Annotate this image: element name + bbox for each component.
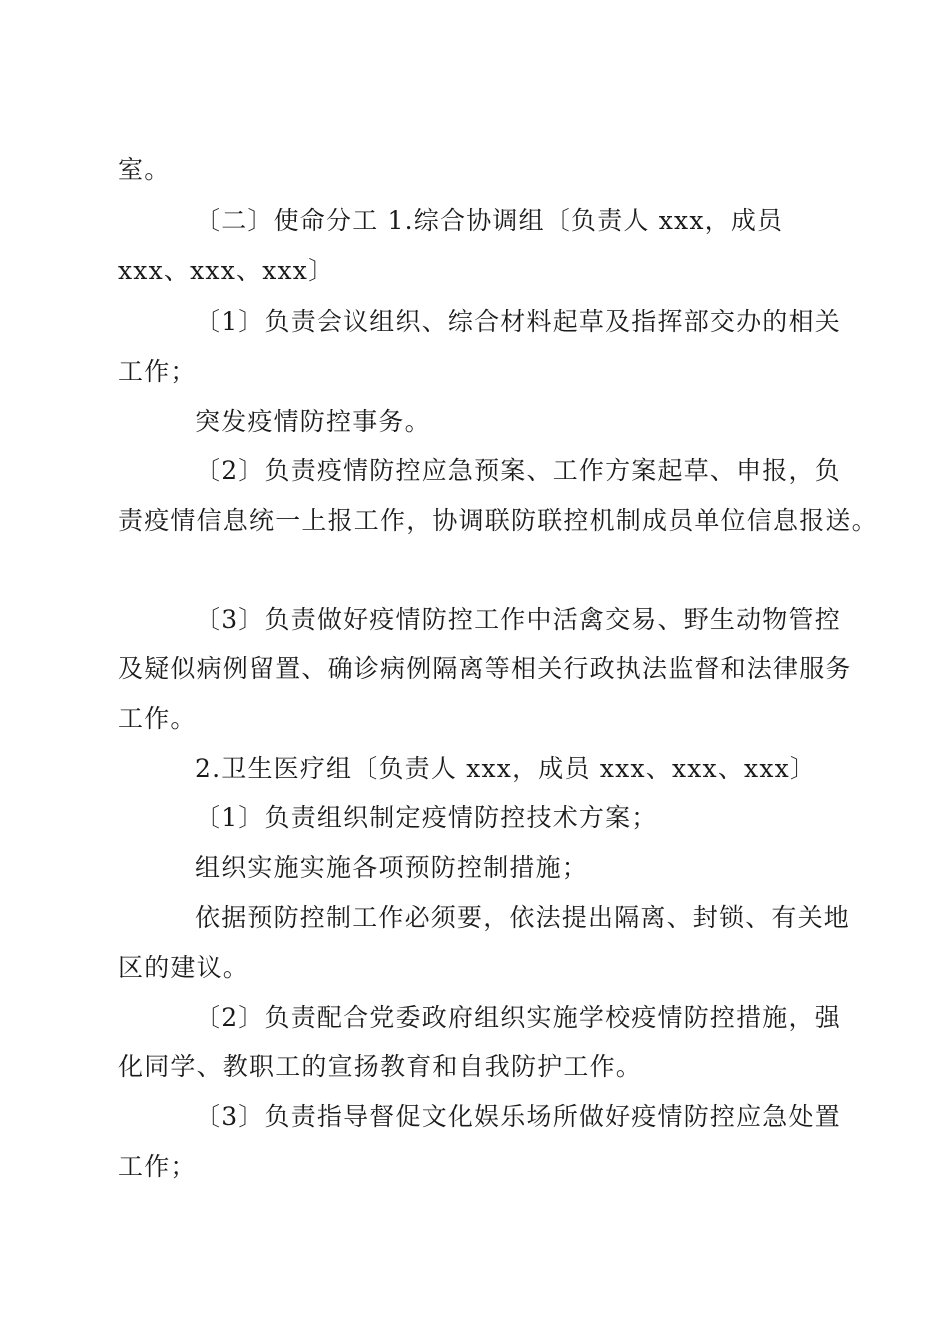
text-line: 组织实施实施各项预防控制措施； xyxy=(195,853,589,882)
text-line: 〔二〕使命分工 1.综合协调组〔负责人 xxx，成员 xyxy=(195,206,784,235)
text-line: 责疫情信息统一上报工作，协调联防联控机制成员单位信息报送。 xyxy=(118,506,878,535)
text-line: 依据预防控制工作必须要，依法提出隔离、封锁、有关地 xyxy=(195,903,851,932)
text-line: 工作。 xyxy=(118,704,197,733)
text-line: 及疑似病例留置、确诊病例隔离等相关行政执法监督和法律服务 xyxy=(118,654,852,683)
text-line: 〔3〕负责指导督促文化娱乐场所做好疫情防控应急处置 xyxy=(195,1102,841,1131)
text-line: 室。 xyxy=(118,155,171,184)
text-line: 区的建议。 xyxy=(118,953,250,982)
text-line: xxx、xxx、xxx〕 xyxy=(118,256,335,285)
text-line: 〔1〕负责组织制定疫情防控技术方案； xyxy=(195,803,658,832)
text-line: 〔1〕负责会议组织、综合材料起草及指挥部交办的相关 xyxy=(195,307,841,336)
text-line: 〔3〕负责做好疫情防控工作中活禽交易、野生动物管控 xyxy=(195,605,841,634)
text-line: 2.卫生医疗组〔负责人 xxx，成员 xxx、xxx、xxx〕 xyxy=(195,754,817,783)
text-line: 化同学、教职工的宣扬教育和自我防护工作。 xyxy=(118,1052,643,1081)
text-line: 〔2〕负责疫情防控应急预案、工作方案起草、申报，负 xyxy=(195,456,841,485)
text-line: 〔2〕负责配合党委政府组织实施学校疫情防控措施，强 xyxy=(195,1003,841,1032)
text-line: 工作； xyxy=(118,357,197,386)
text-line: 突发疫情防控事务。 xyxy=(195,407,431,436)
text-line: 工作； xyxy=(118,1152,197,1181)
